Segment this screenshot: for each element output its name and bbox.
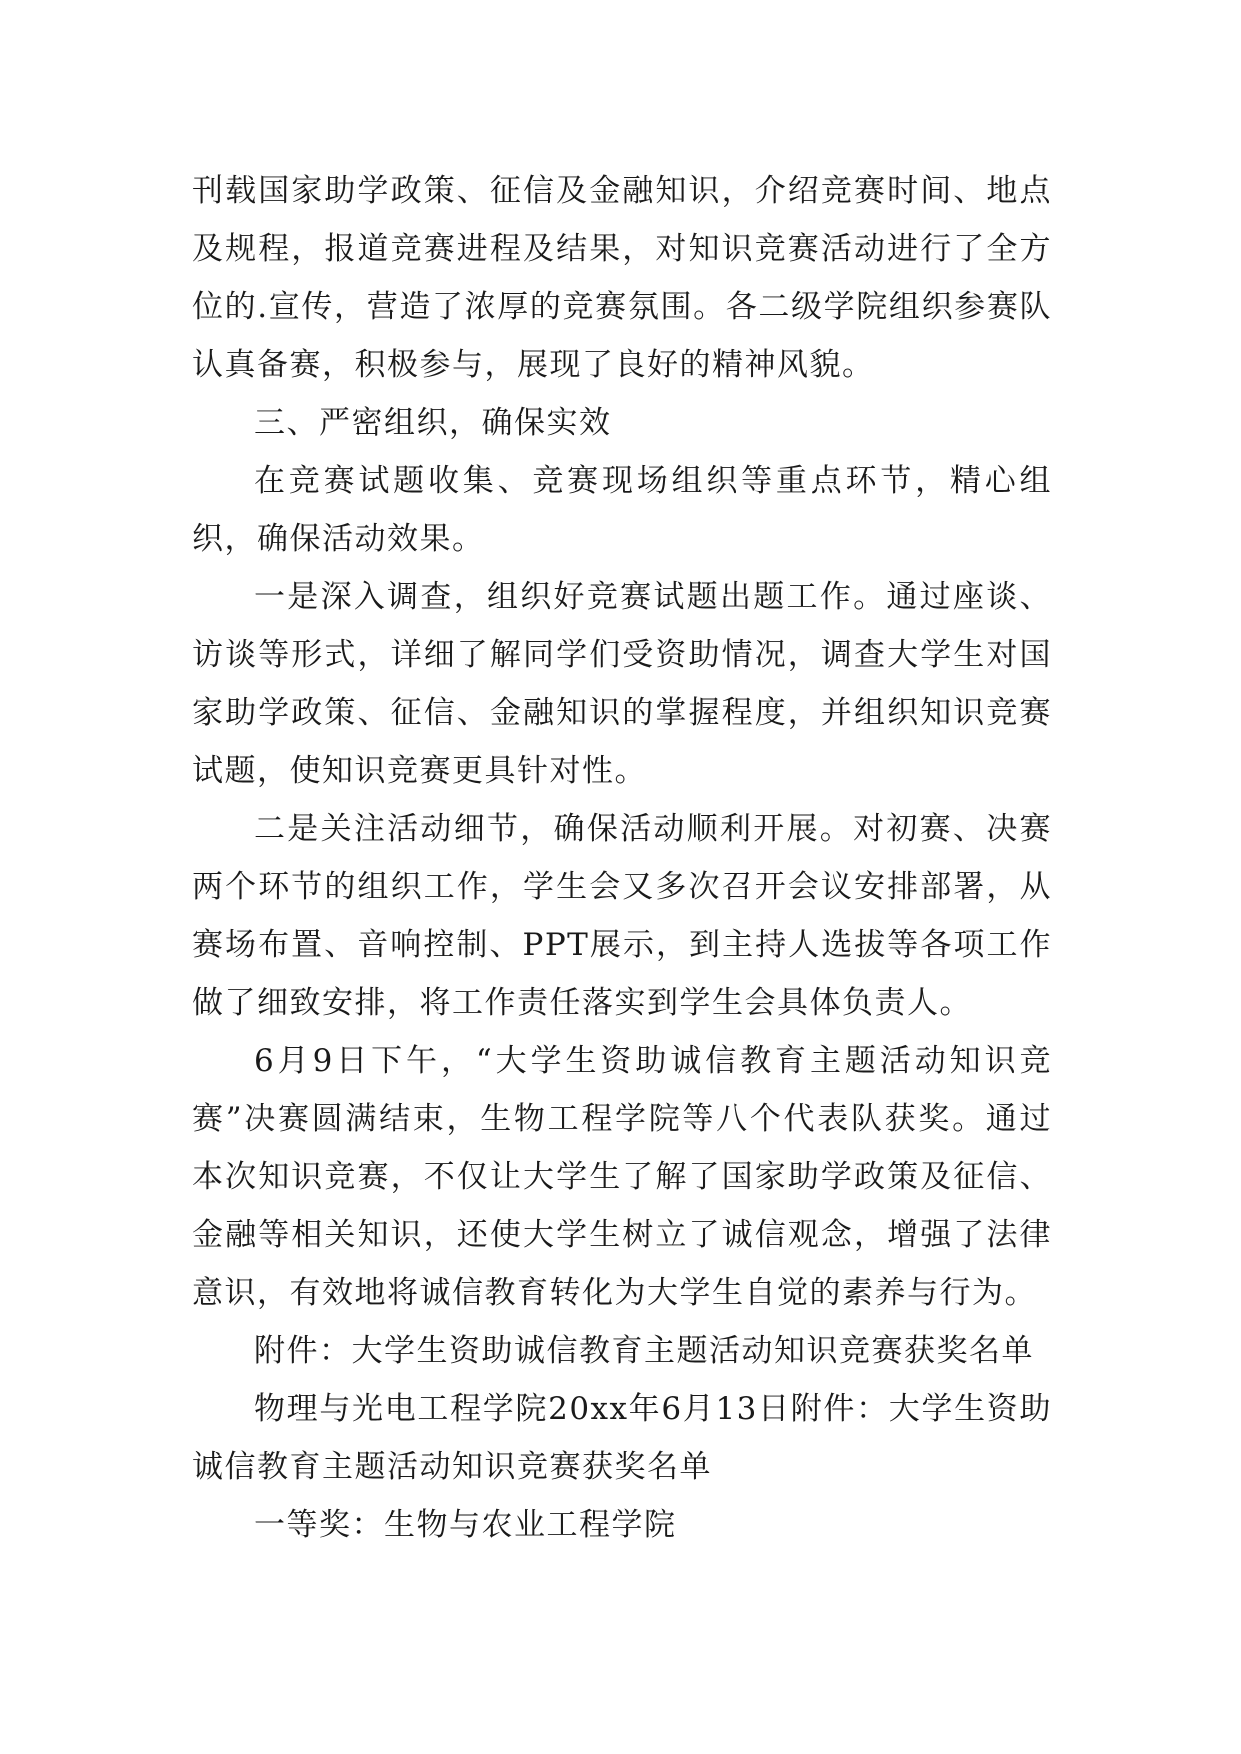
paragraph-final-result: 6月9日下午，“大学生资助诚信教育主题活动知识竞赛”决赛圆满结束，生物工程学院等八个代表队获奖。通过本次知识竞赛，不仅让大学生了解了国家助学政策及征信、金融等相关知识，还使大学生树立了诚信观念，增强了法律意识，有效地将诚信教育转化为大学生自觉的素养与行为。 — [192, 1043, 1052, 1311]
paragraph-signature: 物理与光电工程学院20xx年6月13日附件：大学生资助诚信教育主题活动知识竞赛获奖名单 — [192, 1391, 1052, 1485]
paragraph-key-stages: 在竞赛试题收集、竞赛现场组织等重点环节，精心组织，确保活动效果。 — [192, 463, 1052, 557]
paragraph-investigation: 一是深入调查，组织好竞赛试题出题工作。通过座谈、访谈等形式，详细了解同学们受资助情况，调查大学生对国家助学政策、征信、金融知识的掌握程度，并组织知识竞赛试题，使知识竞赛更具针对性。 — [192, 579, 1052, 789]
paragraph-attachment: 附件：大学生资助诚信教育主题活动知识竞赛获奖名单 — [254, 1333, 1034, 1369]
document-body — [192, 162, 1052, 1554]
paragraph-details: 二是关注活动细节，确保活动顺利开展。对初赛、决赛两个环节的组织工作，学生会又多次召开会议安排部署，从赛场布置、音响控制、PPT展示，到主持人选拔等各项工作做了细致安排，将工作责任落实到学生会具体负责人。 — [192, 811, 1052, 1021]
paragraph-first-prize: 一等奖：生物与农业工程学院 — [254, 1507, 677, 1543]
paragraph-publicity: 刊载国家助学政策、征信及金融知识，介绍竞赛时间、地点及规程，报道竞赛进程及结果，对知识竞赛活动进行了全方位的.宣传，营造了浓厚的竞赛氛围。各二级学院组织参赛队认真备赛，积极参与，展现了良好的精神风貌。 — [192, 173, 1052, 383]
section-heading-organization: 三、严密组织，确保实效 — [254, 405, 612, 441]
